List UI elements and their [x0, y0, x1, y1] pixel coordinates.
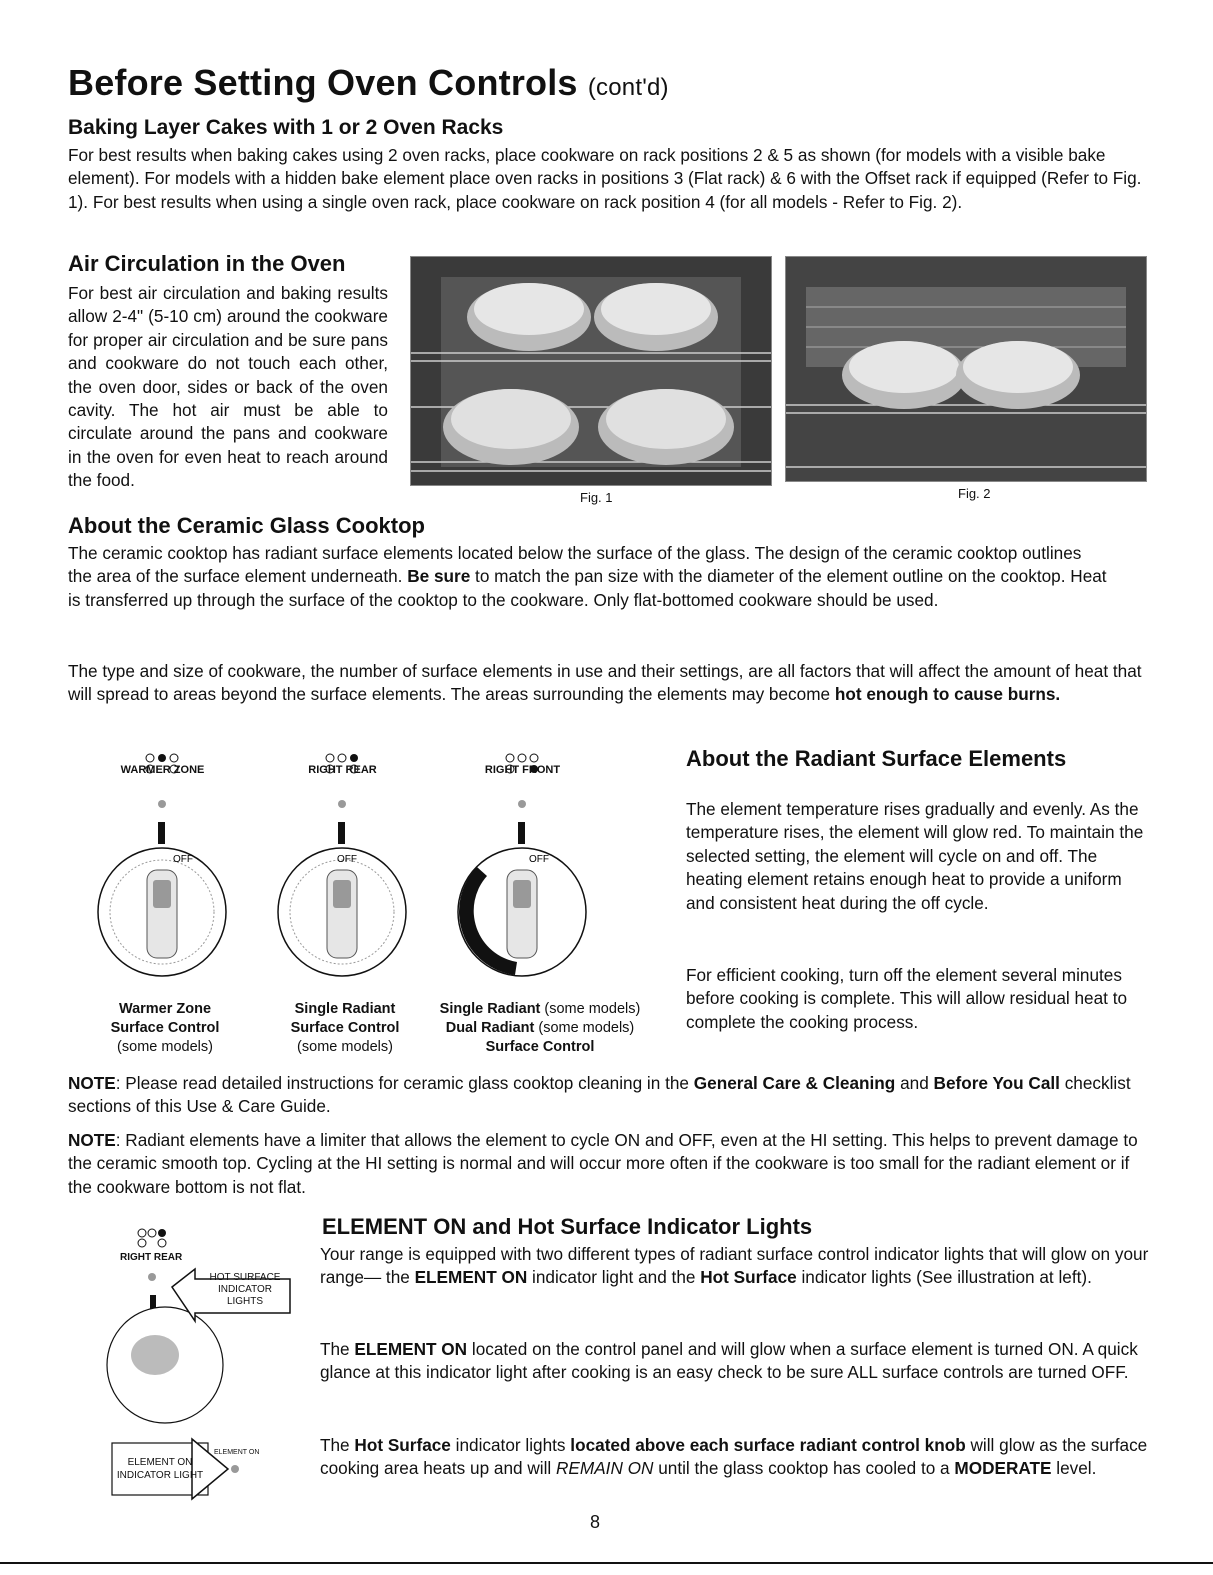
air-heading: Air Circulation in the Oven	[68, 251, 346, 276]
air-paragraph: For best air circulation and baking results allow 2-4" (5-10 cm) around the cookware for proper air circulation and be sure pans and cookware do not touch each other, the oven door, sides or back of the oven cavity. The hot air must be able to circulate around the pans and cookware in the oven for even heat to reach around the food.	[68, 283, 388, 491]
baking-heading: Baking Layer Cakes with 1 or 2 Oven Racks	[68, 116, 504, 139]
right-front-knob	[455, 752, 590, 1007]
oven-two-racks-illustration	[411, 257, 771, 485]
indicator-paragraph-2: The ELEMENT ON located on the control panel and will glow when a surface element is turned ON. A quick glance at this indicator light after cooking is an easy check to be sure ALL surface controls are turned OFF.	[320, 1339, 1138, 1383]
indicator-paragraph-3: The Hot Surface indicator lights located above each surface radiant control knob will glow as the surface cooking area heats up and will REMAIN ON until the glass cooktop has cooled to a MODERATE level.	[320, 1435, 1148, 1479]
svg-text:OFF: OFF	[529, 854, 549, 865]
note-limiter: NOTE: Radiant elements have a limiter that allows the element to cycle ON and OFF, even at the HI setting. This helps to prevent damage to the ceramic smooth top. Cycling at the HI setting is normal and will occur more often if the cookware is too small for the radiant element or if the cookware bottom is not flat.	[68, 1130, 1138, 1197]
warmer-zone-caption: Warmer Zone Surface Control (some models)	[110, 1001, 220, 1055]
baking-paragraph: For best results when baking cakes using 2 oven racks, place cookware on rack positions 2 & 5 as shown (for models with a visible bake element). For models with a hidden bake element place oven racks in positions 3 (Flat rack) & 6 with the Offset rack if equipped (Refer to Fig. 1). For best results when using a single oven rack, place cookware on rack position 4 (for all models - Refer to Fig. 2).	[68, 145, 1142, 212]
ceramic-paragraph-2: The type and size of cookware, the number of surface elements in use and their settings, are all factors that will affect the amount of heat that will spread to areas beyond the surface elements. The areas surrounding the elements may become hot enough to cause burns.	[68, 661, 1142, 705]
right-rear-caption: Single Radiant Surface Control (some models)	[290, 1001, 400, 1055]
knob-zone-label: RIGHT FRONT	[484, 764, 561, 776]
page-number: 8	[590, 1512, 601, 1532]
right-front-caption: Single Radiant (some models) Dual Radiant (some models) Surface Control	[439, 1001, 641, 1055]
knob-dial-icon	[275, 752, 410, 1002]
page-title: Before Setting Oven Controls (cont'd)	[68, 62, 669, 103]
right-rear-knob	[275, 752, 410, 1007]
radiant-paragraph-2: For efficient cooking, turn off the element several minutes before cooking is complete. This will allow residual heat to complete the cooking process.	[686, 965, 1128, 1032]
radiant-heading: About the Radiant Surface Elements	[686, 746, 1067, 771]
fig1-photo	[410, 256, 772, 486]
fig1-caption: Fig. 1	[580, 490, 613, 505]
knob-dial-icon	[455, 752, 590, 1002]
radiant-paragraph-1: The element temperature rises gradually and evenly. As the temperature rises, the element will glow red. To maintain the selected setting, the element will cycle on and off. The heating element retains enough heat to provide a uniform and consistent heat during the off cycle.	[686, 799, 1144, 913]
small-element-on-label: ELEMENT ON	[214, 1449, 260, 1456]
hot-surface-callout: HOT SURFACE INDICATOR LIGHTS	[209, 1272, 281, 1307]
note-cleaning: NOTE: Please read detailed instructions for ceramic glass cooktop cleaning in the General Care & Cleaning and Before You Call checklist sections of this Use & Care Guide.	[68, 1073, 1131, 1117]
knob-zone-label: WARMER ZONE	[120, 764, 205, 776]
knob-dial-icon	[95, 752, 230, 1002]
small-zone-label: RIGHT REAR	[120, 1252, 183, 1263]
indicator-lights-illustration	[100, 1225, 305, 1525]
fig2-photo	[785, 256, 1147, 482]
ceramic-paragraph-1: The ceramic cooktop has radiant surface elements located below the surface of the glass. The design of the ceramic cooktop outlines the area of the surface element underneath. Be sure to match the pan size with the diameter of the element outline on the cooktop. Heat is transferred up through the surface of the cooktop to the cookware. Only flat-bottomed cookware should be used.	[68, 543, 1107, 610]
warmer-zone-knob	[95, 752, 230, 1007]
fig2-caption: Fig. 2	[958, 486, 991, 501]
element-on-callout: ELEMENT ON INDICATOR LIGHT	[116, 1457, 204, 1481]
svg-text:OFF: OFF	[337, 854, 357, 865]
svg-text:OFF: OFF	[173, 854, 193, 865]
ceramic-heading: About the Ceramic Glass Cooktop	[68, 513, 425, 538]
indicator-heading: ELEMENT ON and Hot Surface Indicator Lights	[322, 1214, 813, 1239]
bottom-rule	[0, 1562, 1213, 1564]
oven-single-rack-illustration	[786, 257, 1146, 481]
knob-zone-label: RIGHT REAR	[308, 764, 377, 776]
indicator-paragraph-1: Your range is equipped with two different types of radiant surface control indicator lights that will glow on your range— the ELEMENT ON indicator light and the Hot Surface indicator lights (See illustration at left).	[320, 1244, 1149, 1288]
